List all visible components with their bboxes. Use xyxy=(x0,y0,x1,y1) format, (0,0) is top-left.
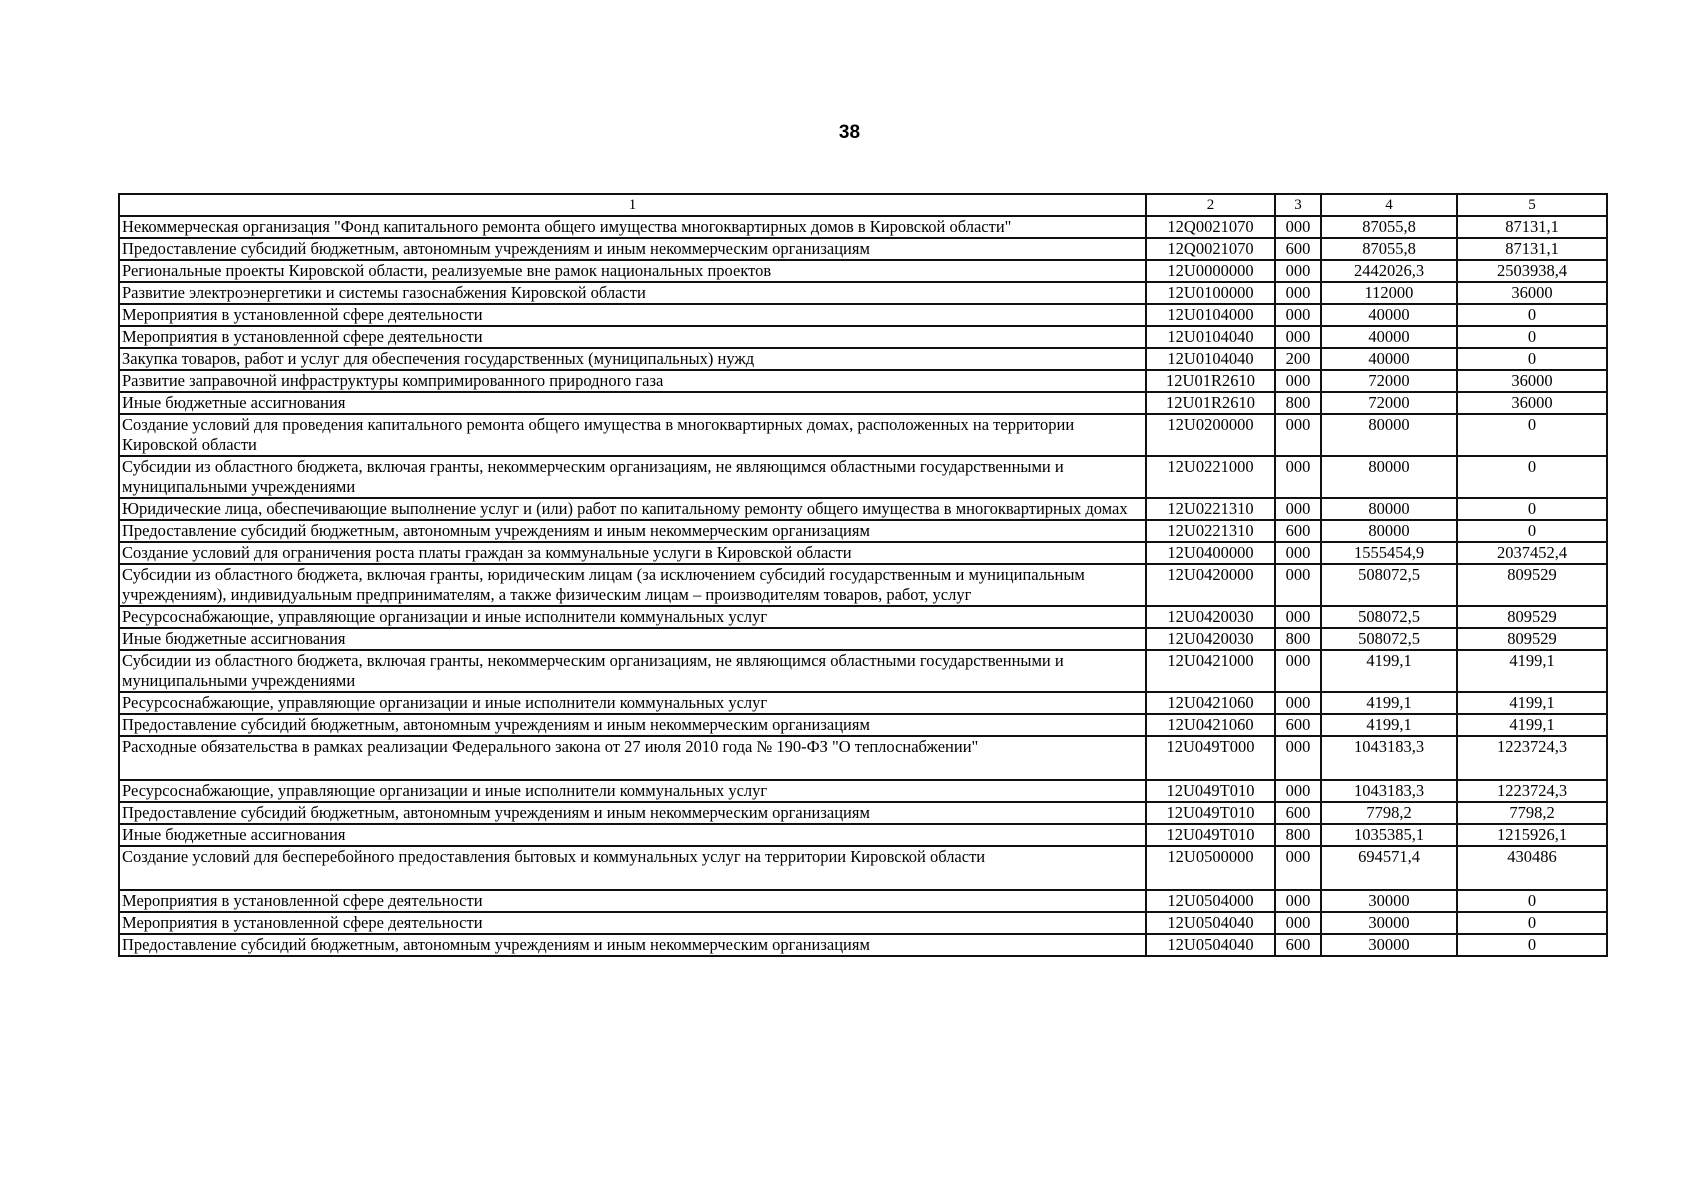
target-code-cell: 12U01R2610 xyxy=(1146,370,1275,392)
amount-col5-cell: 36000 xyxy=(1457,282,1607,304)
target-code-cell: 12U0100000 xyxy=(1146,282,1275,304)
row-name-cell: Развитие заправочной инфраструктуры компримированного природного газа xyxy=(119,370,1146,392)
expense-type-cell: 000 xyxy=(1275,304,1321,326)
amount-col5-cell: 4199,1 xyxy=(1457,692,1607,714)
table-row xyxy=(119,802,1607,824)
amount-col4-cell: 1555454,9 xyxy=(1321,542,1457,564)
row-name-cell: Создание условий для бесперебойного предоставления бытовых и коммунальных услуг на территории Кировской области xyxy=(119,846,1146,890)
amount-col5-cell: 0 xyxy=(1457,912,1607,934)
table-row xyxy=(119,304,1607,326)
target-code-cell: 12U0000000 xyxy=(1146,260,1275,282)
row-name-cell: Создание условий для проведения капитального ремонта общего имущества в многоквартирных домах, расположенных на территории Кировской области xyxy=(119,414,1146,456)
target-code-cell: 12U0221000 xyxy=(1146,456,1275,498)
table-row xyxy=(119,216,1607,238)
table-body xyxy=(119,216,1607,956)
row-name-cell: Иные бюджетные ассигнования xyxy=(119,392,1146,414)
amount-col5-cell: 0 xyxy=(1457,414,1607,456)
table-row xyxy=(119,650,1607,692)
expense-type-cell: 000 xyxy=(1275,564,1321,606)
amount-col4-cell: 30000 xyxy=(1321,934,1457,956)
table-row xyxy=(119,692,1607,714)
amount-col4-cell: 30000 xyxy=(1321,912,1457,934)
table-row xyxy=(119,370,1607,392)
table-row xyxy=(119,542,1607,564)
table-row xyxy=(119,628,1607,650)
expense-type-cell: 800 xyxy=(1275,628,1321,650)
amount-col4-cell: 1035385,1 xyxy=(1321,824,1457,846)
table-row xyxy=(119,456,1607,498)
amount-col4-cell: 1043183,3 xyxy=(1321,780,1457,802)
row-name-cell: Некоммерческая организация "Фонд капитального ремонта общего имущества многоквартирных домов в Кировской области" xyxy=(119,216,1146,238)
row-name-cell: Иные бюджетные ассигнования xyxy=(119,824,1146,846)
expense-type-cell: 000 xyxy=(1275,260,1321,282)
amount-col4-cell: 4199,1 xyxy=(1321,650,1457,692)
amount-col4-cell: 80000 xyxy=(1321,520,1457,542)
target-code-cell: 12U0104040 xyxy=(1146,326,1275,348)
amount-col4-cell: 508072,5 xyxy=(1321,606,1457,628)
expense-type-cell: 000 xyxy=(1275,692,1321,714)
amount-col5-cell: 0 xyxy=(1457,456,1607,498)
amount-col5-cell: 809529 xyxy=(1457,628,1607,650)
expense-type-cell: 000 xyxy=(1275,780,1321,802)
row-name-cell: Мероприятия в установленной сфере деятельности xyxy=(119,304,1146,326)
target-code-cell: 12Q0021070 xyxy=(1146,216,1275,238)
expense-type-cell: 000 xyxy=(1275,846,1321,890)
amount-col5-cell: 4199,1 xyxy=(1457,650,1607,692)
amount-col4-cell: 40000 xyxy=(1321,304,1457,326)
row-name-cell: Мероприятия в установленной сфере деятельности xyxy=(119,912,1146,934)
expense-type-cell: 200 xyxy=(1275,348,1321,370)
table-row xyxy=(119,736,1607,780)
expense-type-cell: 600 xyxy=(1275,238,1321,260)
target-code-cell: 12U0421060 xyxy=(1146,714,1275,736)
table-row xyxy=(119,520,1607,542)
row-name-cell: Предоставление субсидий бюджетным, автономным учреждениям и иным некоммерческим организациям xyxy=(119,714,1146,736)
amount-col5-cell: 2503938,4 xyxy=(1457,260,1607,282)
amount-col5-cell: 87131,1 xyxy=(1457,216,1607,238)
target-code-cell: 12U0421000 xyxy=(1146,650,1275,692)
target-code-cell: 12U0420000 xyxy=(1146,564,1275,606)
target-code-cell: 12U0504000 xyxy=(1146,890,1275,912)
target-code-cell: 12Q0021070 xyxy=(1146,238,1275,260)
expense-type-cell: 000 xyxy=(1275,912,1321,934)
expense-type-cell: 000 xyxy=(1275,326,1321,348)
expense-type-cell: 000 xyxy=(1275,542,1321,564)
table-row xyxy=(119,498,1607,520)
header-col-1: 1 xyxy=(119,194,1146,216)
target-code-cell: 12U0221310 xyxy=(1146,498,1275,520)
table-row xyxy=(119,780,1607,802)
row-name-cell: Ресурсоснабжающие, управляющие организации и иные исполнители коммунальных услуг xyxy=(119,780,1146,802)
amount-col5-cell: 36000 xyxy=(1457,370,1607,392)
table-row xyxy=(119,564,1607,606)
row-name-cell: Субсидии из областного бюджета, включая гранты, некоммерческим организациям, не являющимся областными государственными и муниципальными учреждениями xyxy=(119,456,1146,498)
table-row xyxy=(119,348,1607,370)
amount-col4-cell: 4199,1 xyxy=(1321,692,1457,714)
table-row xyxy=(119,282,1607,304)
expense-type-cell: 800 xyxy=(1275,824,1321,846)
expense-type-cell: 600 xyxy=(1275,714,1321,736)
amount-col4-cell: 694571,4 xyxy=(1321,846,1457,890)
table-row xyxy=(119,912,1607,934)
row-name-cell: Ресурсоснабжающие, управляющие организации и иные исполнители коммунальных услуг xyxy=(119,606,1146,628)
expense-type-cell: 000 xyxy=(1275,890,1321,912)
table-row xyxy=(119,260,1607,282)
amount-col4-cell: 112000 xyxy=(1321,282,1457,304)
amount-col4-cell: 40000 xyxy=(1321,326,1457,348)
target-code-cell: 12U0221310 xyxy=(1146,520,1275,542)
amount-col4-cell: 30000 xyxy=(1321,890,1457,912)
header-row xyxy=(119,194,1607,216)
row-name-cell: Предоставление субсидий бюджетным, автономным учреждениям и иным некоммерческим организациям xyxy=(119,802,1146,824)
row-name-cell: Мероприятия в установленной сфере деятельности xyxy=(119,326,1146,348)
amount-col4-cell: 80000 xyxy=(1321,498,1457,520)
row-name-cell: Развитие электроэнергетики и системы газоснабжения Кировской области xyxy=(119,282,1146,304)
table-row xyxy=(119,846,1607,890)
table-row xyxy=(119,238,1607,260)
target-code-cell: 12U0400000 xyxy=(1146,542,1275,564)
amount-col5-cell: 1223724,3 xyxy=(1457,736,1607,780)
expense-type-cell: 000 xyxy=(1275,606,1321,628)
amount-col5-cell: 7798,2 xyxy=(1457,802,1607,824)
amount-col4-cell: 80000 xyxy=(1321,414,1457,456)
header-col-2: 2 xyxy=(1146,194,1275,216)
table-row xyxy=(119,890,1607,912)
expense-type-cell: 000 xyxy=(1275,456,1321,498)
target-code-cell: 12U049T010 xyxy=(1146,824,1275,846)
target-code-cell: 12U049T000 xyxy=(1146,736,1275,780)
target-code-cell: 12U049T010 xyxy=(1146,802,1275,824)
target-code-cell: 12U0420030 xyxy=(1146,606,1275,628)
row-name-cell: Субсидии из областного бюджета, включая гранты, некоммерческим организациям, не являющимся областными государственными и муниципальными учреждениями xyxy=(119,650,1146,692)
amount-col4-cell: 40000 xyxy=(1321,348,1457,370)
table-row xyxy=(119,714,1607,736)
amount-col5-cell: 0 xyxy=(1457,348,1607,370)
expense-type-cell: 000 xyxy=(1275,736,1321,780)
table-row xyxy=(119,414,1607,456)
target-code-cell: 12U0420030 xyxy=(1146,628,1275,650)
target-code-cell: 12U0421060 xyxy=(1146,692,1275,714)
target-code-cell: 12U049T010 xyxy=(1146,780,1275,802)
expense-type-cell: 800 xyxy=(1275,392,1321,414)
amount-col5-cell: 2037452,4 xyxy=(1457,542,1607,564)
page-number: 38 xyxy=(838,122,861,143)
amount-col5-cell: 36000 xyxy=(1457,392,1607,414)
target-code-cell: 12U0104000 xyxy=(1146,304,1275,326)
expense-type-cell: 600 xyxy=(1275,520,1321,542)
amount-col5-cell: 0 xyxy=(1457,498,1607,520)
row-name-cell: Предоставление субсидий бюджетным, автономным учреждениям и иным некоммерческим организациям xyxy=(119,520,1146,542)
expense-type-cell: 000 xyxy=(1275,216,1321,238)
expense-type-cell: 000 xyxy=(1275,282,1321,304)
row-name-cell: Закупка товаров, работ и услуг для обеспечения государственных (муниципальных) нужд xyxy=(119,348,1146,370)
amount-col5-cell: 809529 xyxy=(1457,606,1607,628)
amount-col5-cell: 1223724,3 xyxy=(1457,780,1607,802)
table-row xyxy=(119,824,1607,846)
row-name-cell: Региональные проекты Кировской области, реализуемые вне рамок национальных проектов xyxy=(119,260,1146,282)
row-name-cell: Предоставление субсидий бюджетным, автономным учреждениям и иным некоммерческим организациям xyxy=(119,934,1146,956)
header-col-3: 3 xyxy=(1275,194,1321,216)
row-name-cell: Иные бюджетные ассигнования xyxy=(119,628,1146,650)
amount-col4-cell: 80000 xyxy=(1321,456,1457,498)
table-row xyxy=(119,606,1607,628)
row-name-cell: Создание условий для ограничения роста платы граждан за коммунальные услуги в Кировской области xyxy=(119,542,1146,564)
target-code-cell: 12U0504040 xyxy=(1146,934,1275,956)
amount-col4-cell: 87055,8 xyxy=(1321,238,1457,260)
amount-col5-cell: 87131,1 xyxy=(1457,238,1607,260)
amount-col5-cell: 809529 xyxy=(1457,564,1607,606)
amount-col5-cell: 4199,1 xyxy=(1457,714,1607,736)
amount-col4-cell: 7798,2 xyxy=(1321,802,1457,824)
amount-col4-cell: 87055,8 xyxy=(1321,216,1457,238)
amount-col5-cell: 0 xyxy=(1457,934,1607,956)
target-code-cell: 12U0200000 xyxy=(1146,414,1275,456)
row-name-cell: Субсидии из областного бюджета, включая гранты, юридическим лицам (за исключением субсидий государственным и муниципальным учреждениям), индивидуальным предпринимателям, а также физическим лицам – производителям товаров, работ, услуг xyxy=(119,564,1146,606)
row-name-cell: Предоставление субсидий бюджетным, автономным учреждениям и иным некоммерческим организациям xyxy=(119,238,1146,260)
expense-type-cell: 000 xyxy=(1275,498,1321,520)
amount-col4-cell: 1043183,3 xyxy=(1321,736,1457,780)
amount-col4-cell: 4199,1 xyxy=(1321,714,1457,736)
amount-col5-cell: 0 xyxy=(1457,520,1607,542)
amount-col5-cell: 430486 xyxy=(1457,846,1607,890)
target-code-cell: 12U01R2610 xyxy=(1146,392,1275,414)
budget-table xyxy=(118,193,1608,957)
row-name-cell: Юридические лица, обеспечивающие выполнение услуг и (или) работ по капитальному ремонту общего имущества в многоквартирных домах xyxy=(119,498,1146,520)
amount-col4-cell: 72000 xyxy=(1321,392,1457,414)
target-code-cell: 12U0504040 xyxy=(1146,912,1275,934)
expense-type-cell: 600 xyxy=(1275,802,1321,824)
table-row xyxy=(119,326,1607,348)
amount-col4-cell: 2442026,3 xyxy=(1321,260,1457,282)
amount-col5-cell: 0 xyxy=(1457,890,1607,912)
expense-type-cell: 600 xyxy=(1275,934,1321,956)
target-code-cell: 12U0500000 xyxy=(1146,846,1275,890)
amount-col4-cell: 72000 xyxy=(1321,370,1457,392)
amount-col5-cell: 1215926,1 xyxy=(1457,824,1607,846)
expense-type-cell: 000 xyxy=(1275,414,1321,456)
target-code-cell: 12U0104040 xyxy=(1146,348,1275,370)
header-col-4: 4 xyxy=(1321,194,1457,216)
row-name-cell: Ресурсоснабжающие, управляющие организации и иные исполнители коммунальных услуг xyxy=(119,692,1146,714)
table-row xyxy=(119,392,1607,414)
amount-col5-cell: 0 xyxy=(1457,326,1607,348)
amount-col4-cell: 508072,5 xyxy=(1321,628,1457,650)
row-name-cell: Расходные обязательства в рамках реализации Федерального закона от 27 июля 2010 года № 190-ФЗ "О теплоснабжении" xyxy=(119,736,1146,780)
row-name-cell: Мероприятия в установленной сфере деятельности xyxy=(119,890,1146,912)
amount-col4-cell: 508072,5 xyxy=(1321,564,1457,606)
header-col-5: 5 xyxy=(1457,194,1607,216)
expense-type-cell: 000 xyxy=(1275,650,1321,692)
amount-col5-cell: 0 xyxy=(1457,304,1607,326)
table-row xyxy=(119,934,1607,956)
expense-type-cell: 000 xyxy=(1275,370,1321,392)
